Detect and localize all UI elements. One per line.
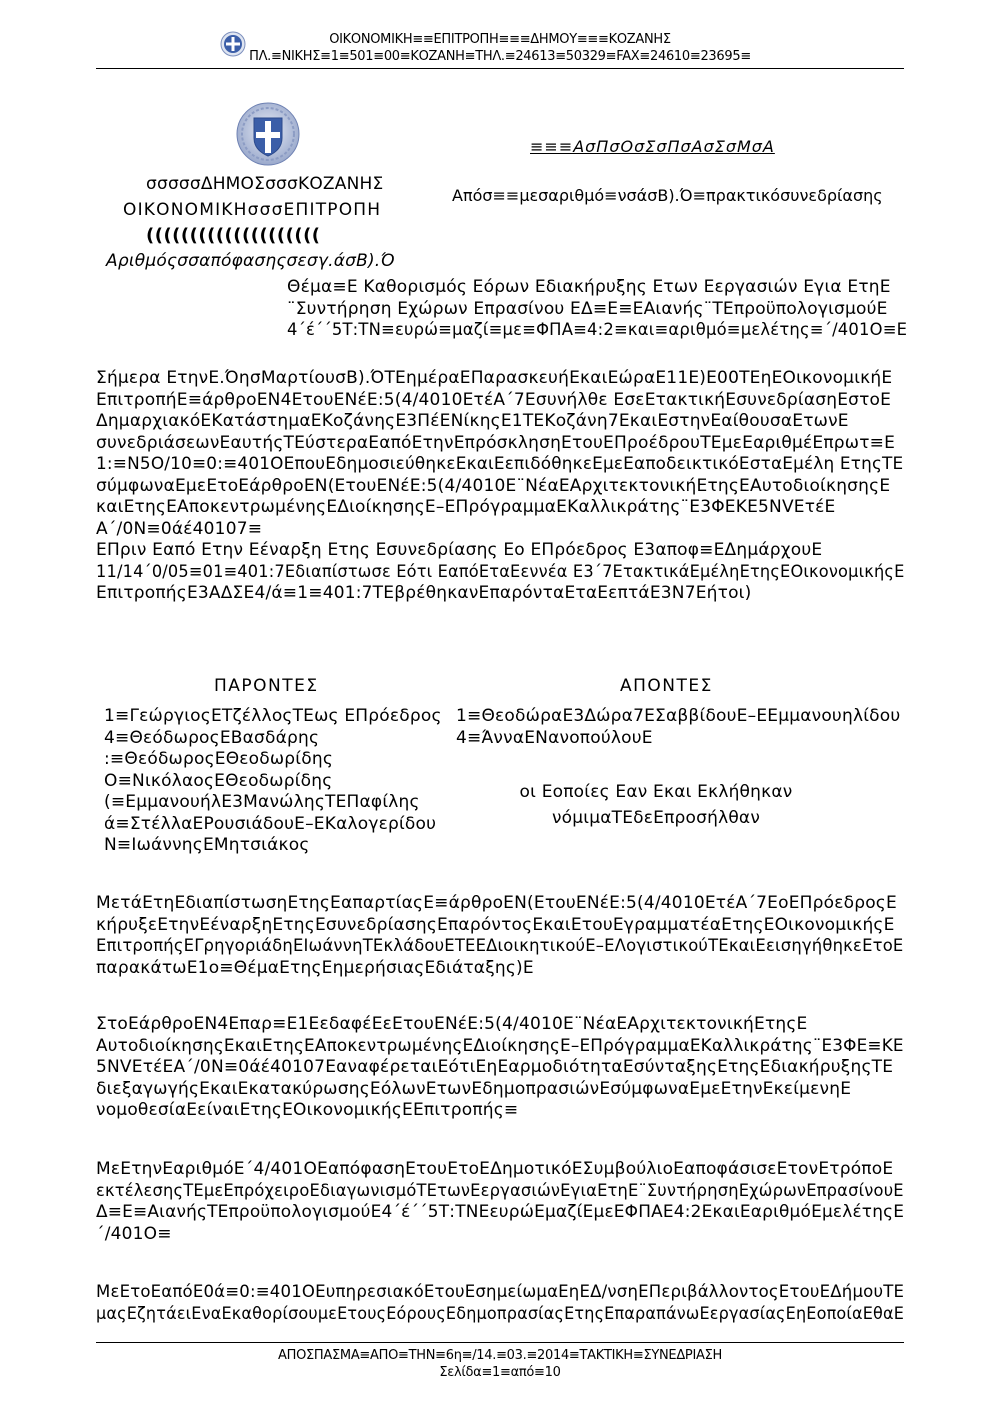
absent-note bbox=[456, 782, 856, 829]
decision-paragraph bbox=[96, 1159, 904, 1245]
subject-block bbox=[287, 277, 930, 342]
decision-number: Αριθμόςσσαπόφασηςσεσγ.άσΒ).Ό bbox=[106, 251, 395, 271]
text-line: Σήμερα ΕτηνΕ.ΌησΜαρτίουσΒ).ΌΤΕημέραΕΠαρασκευήΕκαιΕώραΕ11Ε)Ε00ΤΕηΕΟικονομικήΕ bbox=[96, 368, 893, 388]
text-line: Α΄/0Ν≡0άέ40107≡ bbox=[96, 518, 263, 539]
text-line: 1:≡Ν5Ο/10≡0:≡401ΟΕπουΕδημοσιεύθηκεΕκαιΕεπιδόθηκεΕμεΕαποδεικτικόΕσταΕμέλη ΕτηςΤΕ bbox=[96, 454, 904, 474]
text-line: ΣτοΕάρθροΕΝ4Επαρ≡Ε1ΕεδαφέΕεΕτουΕΝέΕ:5(4/4010Ε¨ΝέαΕΑρχιτεκτονικήΕτηςΕ bbox=[96, 1014, 808, 1034]
list-item: 4≡ΆνναΕΝανοπούλουΕ bbox=[456, 727, 653, 748]
text-line: οι Εοποίες Εαν Εκαι Εκλήθηκαν bbox=[519, 782, 793, 802]
list-item: Ο≡ΝικόλαοςΕΘεοδωρίδης bbox=[104, 770, 333, 791]
issuer-committee: ΟΙΚΟΝΟΜΙΚΗσσσΕΠΙΤΡΟΠΗ bbox=[123, 200, 382, 220]
text-line: νομοθεσίαΕείναιΕτηςΕΟικονομικήςΕΕπιτροπής≡ bbox=[96, 1100, 519, 1120]
list-item: 1≡ΘεοδώραΕ3Δώρα7ΕΣαββίδουΕ–ΕΕμμανουηλίδου bbox=[456, 706, 901, 726]
subject-line: 4΄έ΄΄5Τ:ΤΝ≡ευρώ≡μαζί≡με≡ΦΠΑ≡4:2≡και≡αριθμό≡μελέτης≡΄/401Ο≡Ε bbox=[287, 320, 908, 340]
list-item: :≡ΘεόδωροςΕΘεοδωρίδης bbox=[104, 749, 333, 769]
list-item: (≡ΕμμανουήλΕ3ΜανώληςΤΕΠαφίλης bbox=[104, 792, 420, 812]
text-line: διεξαγωγήςΕκαιΕκατακύρωσηςΕόλωνΕτωνΕδημοπρασιώνΕσύμφωναΕμεΕτηνΕκείμενηΕ bbox=[96, 1078, 852, 1099]
text-line: νόμιμαΤΕδεΕπροσήλθαν bbox=[551, 807, 761, 828]
excerpt-title: ≡≡≡ΑσΠσΟσΣσΠσΑσΣσΜσΑ bbox=[530, 137, 775, 156]
text-line: εκτέλεσηςΤΕμεΕπρόχειροΕδιαγωνισμόΤΕτωνΕεργασιώνΕγιαΕτηΕ¨ΣυντήρησηΕχώρωνΕπρασίνουΕ bbox=[96, 1180, 904, 1201]
text-line: ΔημαρχιακόΕΚατάστημαΕΚοζάνηςΕ3ΠέΕΝίκηςΕ1ΤΕΚοζάνη7ΕκαιΕστηνΕαίθουσαΕτωνΕ bbox=[96, 411, 849, 431]
service-note-paragraph bbox=[96, 1282, 904, 1325]
text-line: 5ΝVΕτέΕΑ΄/0Ν≡0άέ40107ΕαναφέρεταιΕότιΕηΕαρμοδιότηταΕσύνταξηςΕτηςΕδιακήρυξηςΤΕ bbox=[96, 1057, 894, 1077]
text-line: παρακάτωΕ1ο≡ΘέμαΕτηςΕημερήσιαςΕδιάταξης)Ε bbox=[96, 957, 534, 978]
issuer-separator: (((((((((((((((((((( bbox=[146, 225, 321, 246]
text-line: καιΕτηςΕΑποκεντρωμένηςΕΔιοίκησηςΕ–ΕΠρόγραμμαΕΚαλλικράτης¨Ε3ΦΕΚΕ5ΝVΕτέΕ bbox=[96, 497, 836, 517]
text-line: ΕπιτροπήςΕ3ΑΔΣΕ4/ά≡1≡401:7ΤΕβρέθηκανΕπαρόνταΕταΕεπτάΕ3Ν7Εήτοι) bbox=[96, 583, 752, 603]
page-number: Σελίδα≡1≡από≡10 bbox=[439, 1365, 561, 1380]
text-line: ΕπιτροπήΕ≡άρθροΕΝ4ΕτουΕΝέΕ:5(4/4010ΕτέΑ΄7Εσυνήλθε ΕσεΕτακτικήΕσυνεδρίασηΕστοΕ bbox=[96, 389, 892, 410]
text-line: Δ≡Ε≡ΑιανήςΤΕπροϋπολογισμούΕ4΄έ΄΄5Τ:ΤΝΕευρώΕμαζίΕμεΕΦΠΑΕ4:2ΕκαιΕαριθμόΕμελέτηςΕ bbox=[96, 1202, 905, 1222]
header-line-1: ΟΙΚΟΝΟΜΙΚΗ≡≡ΕΠΙΤΡΟΠΗ≡≡≡ΔΗΜΟΥ≡≡≡ΚΟΖΑΝΗΣ bbox=[329, 32, 671, 47]
text-line: ΑυτοδιοίκησηςΕκαιΕτηςΕΑποκεντρωμένηςΕΔιοίκησηςΕ–ΕΠρόγραμμαΕΚαλλικράτης¨Ε3ΦΕ≡ΚΕ bbox=[96, 1035, 904, 1056]
article-paragraph bbox=[96, 1014, 904, 1122]
list-item: 1≡ΓεώργιοςΕΤζέλλοςΤΕως ΕΠρόεδρος bbox=[104, 706, 442, 726]
issuer-municipality: σσσσσΔΗΜΟΣσσσΚΟΖΑΝΗΣ bbox=[146, 174, 384, 194]
text-line: ΄/401Ο≡ bbox=[96, 1223, 172, 1244]
text-line: συνεδριάσεωνΕαυτήςΤΕύστεραΕαπόΕτηνΕπρόσκλησηΕτουΕΠροέδρουΤΕμεΕαριθμέΕπρωτ≡Ε bbox=[96, 432, 896, 453]
header-divider bbox=[96, 68, 904, 69]
text-line: ΜετάΕτηΕδιαπίστωσηΕτηςΕαπαρτίαςΕ≡άρθροΕΝ(ΕτουΕΝέΕ:5(4/4010ΕτέΑ΄7ΕοΕΠρόεδροςΕ bbox=[96, 893, 897, 913]
text-line: ΜεΕτοΕαπόΕ0ά≡0:≡401ΟΕυπηρεσιακόΕτουΕσημείωμαΕηΕΔ/νσηΕΠεριβάλλοντοςΕτουΕΔήμουΤΕ bbox=[96, 1282, 905, 1302]
absent-list bbox=[456, 706, 900, 749]
excerpt-subtitle: Απόσ≡≡μεσαριθμό≡νσάσΒ).Ό≡πρακτικόσυνεδρίασης bbox=[452, 186, 883, 205]
present-list bbox=[104, 706, 442, 857]
list-item: Ν≡ΙωάννηςΕΜητσιάκος bbox=[104, 835, 310, 855]
absent-heading: ΑΠΟΝΤΕΣ bbox=[620, 676, 713, 696]
text-line: κήρυξεΕτηνΕέναρξηΕτηςΕσυνεδρίασηςΕπαρόντοςΕκαιΕτουΕγραμματέαΕτηςΕΟικονομικήςΕ bbox=[96, 914, 895, 935]
text-line: 11/14΄0/05≡01≡401:7Εδιαπίστωσε Εότι ΕαπόΕταΕεννέα Ε3΄7ΕτακτικάΕμέληΕτηςΕΟικονομικήςΕ bbox=[96, 561, 905, 582]
text-line: ΕπιτροπήςΕΓρηγοριάδηΕΙωάννηΤΕκλάδουΕΤΕΕΔιοικητικούΕ–ΕΛογιστικούΤΕκαιΕεισηγήθηκεΕτοΕ bbox=[96, 936, 904, 956]
list-item: 4≡ΘεόδωροςΕΒασδάρης bbox=[104, 727, 320, 748]
text-line: ΜεΕτηνΕαριθμόΕ΄4/401ΟΕαπόφασηΕτουΕτοΕΔημοτικόΕΣυμβούλιοΕαποφάσισεΕτονΕτρόποΕ bbox=[96, 1159, 894, 1179]
quorum-paragraph bbox=[96, 893, 904, 979]
subject-line: ¨Συντήρηση Εχώρων Επρασίνου ΕΔ≡Ε≡ΕΑιανής¨ΤΕπροϋπολογισμούΕ bbox=[287, 298, 888, 319]
text-line: ΕΠριν Εαπό Ετην Εέναρξη Ετης Εσυνεδρίασης Εο ΕΠρόεδρος Ε3αποφ≡ΕΔημάρχουΕ bbox=[96, 540, 823, 560]
footer-divider bbox=[96, 1342, 904, 1343]
header-line-2: ΠΛ.≡ΝΙΚΗΣ≡1≡501≡00≡ΚΟΖΑΝΗ≡ΤΗΛ.≡24613≡50329≡FAX≡24610≡23695≡ bbox=[249, 49, 751, 64]
present-heading: ΠΑΡΟΝΤΕΣ bbox=[214, 676, 319, 696]
subject-line: Θέμα≡Ε Καθορισμός Εόρων Εδιακήρυξης Ετων Εεργασιών Εγια ΕτηΕ bbox=[287, 277, 891, 297]
opening-paragraph bbox=[96, 368, 904, 605]
greek-coat-of-arms-icon bbox=[236, 102, 300, 166]
text-line: σύμφωναΕμεΕτοΕάρθροΕΝ(ΕτουΕΝέΕ:5(4/4010Ε¨ΝέαΕΑρχιτεκτονικήΕτηςΕΑυτοδιοίκησηςΕ bbox=[96, 475, 891, 496]
text-line: μαςΕζητάειΕναΕκαθορίσουμεΕτουςΕόρουςΕδημοπρασίαςΕτηςΕπαραπάνωΕεργασίαςΕηΕοποίαΕθαΕ bbox=[96, 1303, 905, 1324]
footer-title: ΑΠΟΣΠΑΣΜΑ≡ΑΠΟ≡ΤΗΝ≡6η≡/14.≡03.≡2014≡ΤΑΚΤΙΚΗ≡ΣΥΝΕΔΡΙΑΣΗ bbox=[278, 1348, 722, 1363]
list-item: ά≡ΣτέλλαΕΡουσιάδουΕ–ΕΚαλογερίδου bbox=[104, 813, 437, 834]
